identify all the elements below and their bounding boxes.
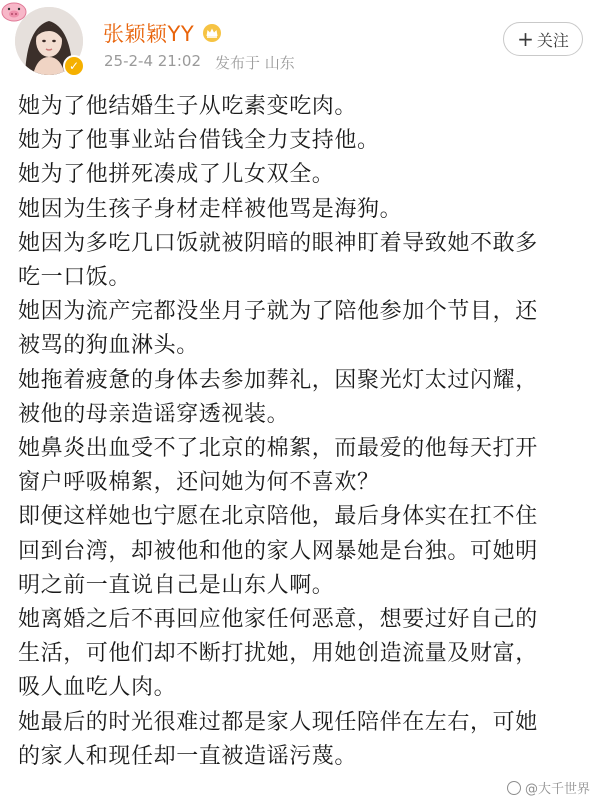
follow-button[interactable] — [503, 22, 583, 56]
post-line: 她为了他拼死凑成了儿女双全。 — [18, 162, 335, 188]
watermark-text: @大千世界 — [524, 782, 590, 797]
post-line: 她为了他结婚生子从吃素变吃肉。 — [18, 94, 358, 119]
post-line: 她鼻炎出血受不了北京的棉絮，而最爱的他每天打开 — [18, 436, 538, 462]
post-line: 她因为生孩子身材走样被他骂是海狗。 — [18, 196, 403, 222]
post-header — [0, 0, 600, 88]
plus-icon: + — [517, 27, 534, 51]
verified-badge-icon: ✓ — [63, 55, 85, 77]
post-line: 明之前一直说自己是山东人啊。 — [18, 572, 335, 598]
post-line: 吸人血吃人肉。 — [18, 675, 177, 701]
post-meta — [104, 52, 295, 73]
crown-icon — [202, 23, 222, 43]
username-row — [103, 18, 222, 48]
post-line: 她最后的时光很难过都是家人现任陪伴在左右，可她 — [18, 709, 538, 735]
post-body — [18, 90, 588, 774]
location: 发布于 山东 — [215, 54, 295, 72]
timestamp: 25-2-4 21:02 — [104, 52, 201, 70]
post-line: 窗户呼吸棉絮，还问她为何不喜欢？ — [18, 470, 380, 496]
follow-label: 关注 — [536, 30, 569, 50]
username[interactable]: 张颖颖YY — [103, 22, 195, 46]
post-line: 被骂的狗血淋头。 — [18, 333, 199, 359]
post-line: 被他的母亲造谣穿透视装。 — [18, 401, 290, 427]
watermark — [507, 778, 590, 797]
post-line: 她离婚之后不再回应他家任何恶意，想要过好自己的 — [18, 607, 538, 633]
post-line: 生活，可他们却不断打扰她，用她创造流量及财富， — [18, 641, 538, 667]
post-line: 她因为流产完都没坐月子就为了陪他参加个节目，还 — [18, 299, 538, 325]
post-line: 回到台湾，却被他和他的家人网暴她是台独。可她明 — [18, 538, 538, 564]
post-line: 她为了他事业站台借钱全力支持他。 — [18, 128, 380, 154]
post-line: 她拖着疲惫的身体去参加葬礼，因聚光灯太过闪耀， — [18, 367, 538, 393]
watermark-logo-icon — [507, 781, 521, 795]
post-line: 她因为多吃几口饭就被阴暗的眼神盯着导致她不敢多 — [18, 230, 538, 256]
post-line: 吃一口饭。 — [18, 265, 132, 291]
post-line: 的家人和现任却一直被造谣污蔑。 — [18, 743, 358, 769]
post-line: 即便这样她也宁愿在北京陪他，最后身体实在扛不住 — [18, 504, 538, 530]
pig-badge-icon — [0, 0, 28, 22]
